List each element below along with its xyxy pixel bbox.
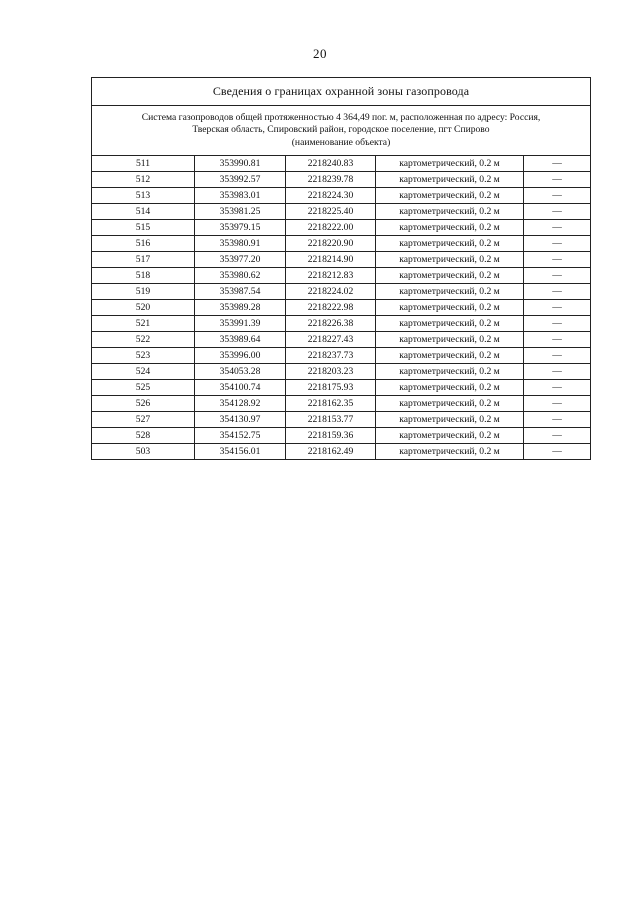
method-accuracy-cell: картометрический, 0.2 м <box>376 316 524 332</box>
coordinate-x-cell: 353979.15 <box>195 220 286 236</box>
table-row <box>92 300 591 316</box>
table-row <box>92 348 591 364</box>
description-line-address: Система газопроводов общей протяженностью 4 364,49 пог. м, расположенная по адресу: Россия, <box>141 111 541 123</box>
coordinate-x-cell: 354100.74 <box>195 380 286 396</box>
point-number-cell: 512 <box>92 172 195 188</box>
table-title-row <box>92 78 591 106</box>
point-number-cell: 523 <box>92 348 195 364</box>
method-accuracy-cell: картометрический, 0.2 м <box>376 268 524 284</box>
table-title: Сведения о границах охранной зоны газопровода <box>92 78 591 106</box>
point-number-cell: 520 <box>92 300 195 316</box>
method-accuracy-cell: картометрический, 0.2 м <box>376 332 524 348</box>
coordinate-y-cell: 2218225.40 <box>286 204 376 220</box>
coordinate-x-cell: 353981.25 <box>195 204 286 220</box>
coordinate-y-cell: 2218203.23 <box>286 364 376 380</box>
table-row <box>92 188 591 204</box>
coordinate-x-cell: 354130.97 <box>195 412 286 428</box>
method-accuracy-cell: картометрический, 0.2 м <box>376 396 524 412</box>
method-accuracy-cell: картометрический, 0.2 м <box>376 188 524 204</box>
coordinate-x-cell: 353989.28 <box>195 300 286 316</box>
point-number-cell: 521 <box>92 316 195 332</box>
object-description <box>92 106 591 156</box>
note-dash-cell: — <box>524 364 591 380</box>
method-accuracy-cell: картометрический, 0.2 м <box>376 444 524 460</box>
note-dash-cell: — <box>524 204 591 220</box>
note-dash-cell: — <box>524 332 591 348</box>
method-accuracy-cell: картометрический, 0.2 м <box>376 220 524 236</box>
coordinate-x-cell: 353980.91 <box>195 236 286 252</box>
table-row <box>92 172 591 188</box>
coordinate-y-cell: 2218224.30 <box>286 188 376 204</box>
point-number-cell: 522 <box>92 332 195 348</box>
table-row <box>92 412 591 428</box>
coordinate-x-cell: 353991.39 <box>195 316 286 332</box>
description-line-location: Тверская область, Спировский район, городское поселение, пгт Спирово <box>192 124 490 136</box>
table-row <box>92 156 591 172</box>
coordinate-y-cell: 2218214.90 <box>286 252 376 268</box>
coordinate-y-cell: 2218162.49 <box>286 444 376 460</box>
method-accuracy-cell: картометрический, 0.2 м <box>376 300 524 316</box>
note-dash-cell: — <box>524 380 591 396</box>
method-accuracy-cell: картометрический, 0.2 м <box>376 172 524 188</box>
method-accuracy-cell: картометрический, 0.2 м <box>376 284 524 300</box>
point-number-cell: 513 <box>92 188 195 204</box>
coordinate-y-cell: 2218222.00 <box>286 220 376 236</box>
table-row <box>92 364 591 380</box>
point-number-cell: 516 <box>92 236 195 252</box>
table-row <box>92 380 591 396</box>
note-dash-cell: — <box>524 300 591 316</box>
coordinate-y-cell: 2218162.35 <box>286 396 376 412</box>
coordinate-y-cell: 2218212.83 <box>286 268 376 284</box>
coordinate-y-cell: 2218220.90 <box>286 236 376 252</box>
coordinate-x-cell: 354053.28 <box>195 364 286 380</box>
page-number: 20 <box>313 46 327 61</box>
table-description-row <box>92 106 591 156</box>
note-dash-cell: — <box>524 444 591 460</box>
point-number-cell: 517 <box>92 252 195 268</box>
point-number-cell: 514 <box>92 204 195 220</box>
coordinate-y-cell: 2218240.83 <box>286 156 376 172</box>
table-row <box>92 396 591 412</box>
point-number-cell: 527 <box>92 412 195 428</box>
point-number-cell: 515 <box>92 220 195 236</box>
method-accuracy-cell: картометрический, 0.2 м <box>376 204 524 220</box>
coordinate-y-cell: 2218237.73 <box>286 348 376 364</box>
coordinate-x-cell: 353992.57 <box>195 172 286 188</box>
coordinate-x-cell: 354156.01 <box>195 444 286 460</box>
coordinate-x-cell: 353987.54 <box>195 284 286 300</box>
table-row <box>92 236 591 252</box>
point-number-cell: 526 <box>92 396 195 412</box>
note-dash-cell: — <box>524 396 591 412</box>
coordinate-y-cell: 2218224.02 <box>286 284 376 300</box>
description-line-caption: (наименование объекта) <box>291 136 391 148</box>
point-number-cell: 524 <box>92 364 195 380</box>
note-dash-cell: — <box>524 348 591 364</box>
method-accuracy-cell: картометрический, 0.2 м <box>376 364 524 380</box>
point-number-cell: 503 <box>92 444 195 460</box>
coordinate-x-cell: 353983.01 <box>195 188 286 204</box>
boundary-table <box>91 77 591 460</box>
coordinate-x-cell: 353996.00 <box>195 348 286 364</box>
note-dash-cell: — <box>524 188 591 204</box>
note-dash-cell: — <box>524 172 591 188</box>
coordinate-x-cell: 353990.81 <box>195 156 286 172</box>
coordinate-y-cell: 2218222.98 <box>286 300 376 316</box>
note-dash-cell: — <box>524 316 591 332</box>
note-dash-cell: — <box>524 284 591 300</box>
coordinate-x-cell: 353980.62 <box>195 268 286 284</box>
coordinate-y-cell: 2218227.43 <box>286 332 376 348</box>
table-row <box>92 204 591 220</box>
note-dash-cell: — <box>524 252 591 268</box>
method-accuracy-cell: картометрический, 0.2 м <box>376 236 524 252</box>
method-accuracy-cell: картометрический, 0.2 м <box>376 156 524 172</box>
point-number-cell: 518 <box>92 268 195 284</box>
coordinate-x-cell: 353989.64 <box>195 332 286 348</box>
point-number-cell: 511 <box>92 156 195 172</box>
coordinate-y-cell: 2218159.36 <box>286 428 376 444</box>
table-row <box>92 428 591 444</box>
note-dash-cell: — <box>524 236 591 252</box>
table-row <box>92 444 591 460</box>
coordinate-y-cell: 2218175.93 <box>286 380 376 396</box>
table-row <box>92 252 591 268</box>
coordinate-y-cell: 2218239.78 <box>286 172 376 188</box>
note-dash-cell: — <box>524 268 591 284</box>
method-accuracy-cell: картометрический, 0.2 м <box>376 252 524 268</box>
point-number-cell: 525 <box>92 380 195 396</box>
note-dash-cell: — <box>524 412 591 428</box>
method-accuracy-cell: картометрический, 0.2 м <box>376 380 524 396</box>
method-accuracy-cell: картометрический, 0.2 м <box>376 412 524 428</box>
table-row <box>92 284 591 300</box>
table-row <box>92 332 591 348</box>
note-dash-cell: — <box>524 428 591 444</box>
table-row <box>92 316 591 332</box>
coordinate-y-cell: 2218226.38 <box>286 316 376 332</box>
point-number-cell: 528 <box>92 428 195 444</box>
coordinate-x-cell: 353977.20 <box>195 252 286 268</box>
point-number-cell: 519 <box>92 284 195 300</box>
method-accuracy-cell: картометрический, 0.2 м <box>376 428 524 444</box>
coordinate-y-cell: 2218153.77 <box>286 412 376 428</box>
method-accuracy-cell: картометрический, 0.2 м <box>376 348 524 364</box>
table-row <box>92 268 591 284</box>
table-row <box>92 220 591 236</box>
coordinate-x-cell: 354128.92 <box>195 396 286 412</box>
note-dash-cell: — <box>524 156 591 172</box>
note-dash-cell: — <box>524 220 591 236</box>
coordinate-x-cell: 354152.75 <box>195 428 286 444</box>
